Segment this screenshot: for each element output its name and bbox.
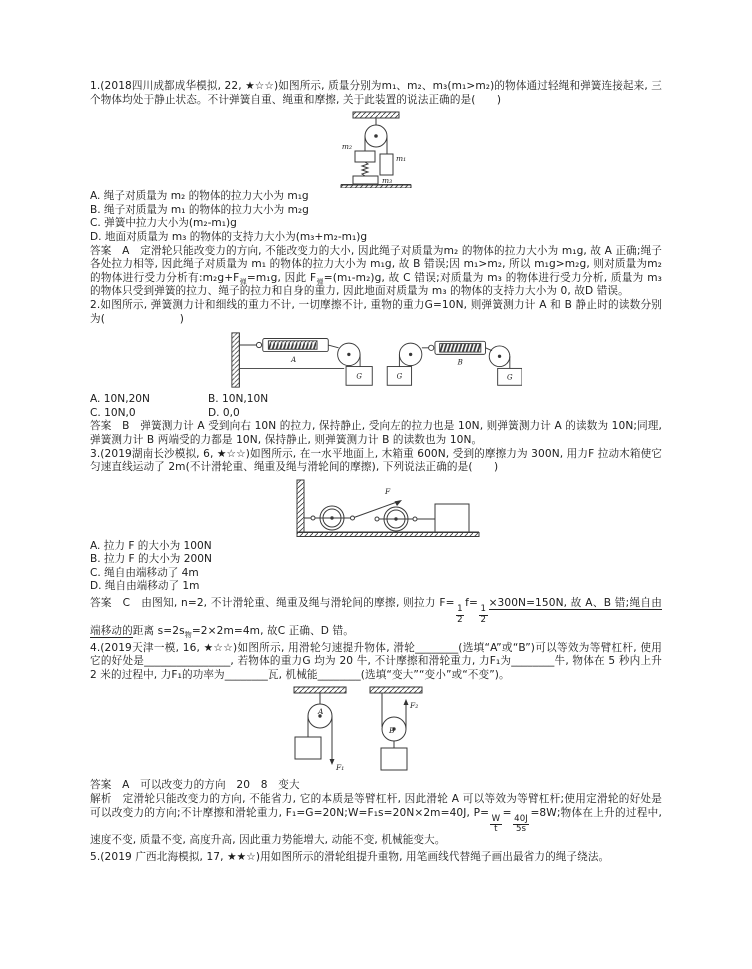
q1-option-d: D. 地面对质量为 m₃ 的物体的支持力大小为(m₃+m₂-m₁)g — [90, 230, 368, 243]
ground — [341, 185, 411, 189]
q3-answer-part1: 答案 C 由图知, n=2, 不计滑轮重、绳重及绳与滑轮间的摩擦, 则拉力 F= — [90, 597, 455, 610]
fixed-pulley — [365, 118, 387, 147]
q1-option-b: B. 绳子对质量为 m₁ 的物体的拉力大小为 m₂g — [90, 203, 309, 216]
fraction-one-half-2 — [478, 605, 489, 625]
q2-figure-svg — [230, 329, 522, 391]
q4-analysis — [90, 793, 662, 848]
q4-analysis-part2: = — [502, 806, 512, 819]
fraction-denominator: t — [494, 823, 498, 834]
fraction-denominator: 5s — [515, 823, 527, 834]
fraction-one-half-1 — [455, 605, 466, 625]
q1-answer-sub1: 弹 — [239, 277, 247, 286]
label-m3: m₃ — [382, 176, 393, 186]
q1-figure — [134, 110, 662, 188]
q2-option-b: B. 10N,10N — [208, 393, 269, 406]
q3-answer-underlined: ×300N=150N, 故 A、B 错;绳自由端移动的 — [90, 597, 662, 637]
force-f1-arrow — [330, 716, 335, 765]
label-force-f1: F₁ — [336, 763, 345, 773]
fraction-numerator: W — [491, 813, 501, 824]
fraction-numerator: 40J — [514, 813, 528, 824]
q2-options-row1 — [90, 393, 662, 407]
left-ceiling-hatch — [294, 687, 346, 693]
q1-answer-part3: =(m₁-m₂)g, 故 C 错误;对质量为 m₃ 的物体进行受力分析, 质量为 m₃ 的物体只受到弹簧的拉力、绳子的拉力和自身的重力, 因此地面对质量为 m₃ 的物体的支持力大小为 0, 故D 错误。 — [90, 271, 662, 298]
q4-stem: 4.(2019天津一模, 16, ★☆☆)如图所示, 用滑轮匀速提升物体, 滑轮________(选填“A”或“B”)可以等效为等臂杠杆, 使用它的好处是________________, 若物体的重力G 均为 20 牛, 不计摩擦和滑轮重力, 力F₁为________牛, 物体在 5 秒内上升 2 米的过程中, 力F₁的功率为________瓦, 机械能________(选填“变大”“变小”或“不变”)。 — [90, 641, 662, 681]
q3-option-a: A. 拉力 F 的大小为 100N — [90, 539, 212, 552]
fraction-numerator: 1 — [457, 604, 463, 615]
q5-stem: 5.(2019 广西北海模拟, 17, ★★☆)用如图所示的滑轮组提升重物, 用笔画线代替绳子画出最省力的绳子绕法。 — [90, 851, 610, 864]
label-weight-g1: G — [356, 371, 362, 381]
q4-figure-svg — [282, 685, 442, 777]
label-pulley-a: A — [318, 707, 324, 717]
block-m3 — [353, 176, 378, 184]
label-scale-b: B — [457, 357, 463, 367]
scale-b-assembly — [387, 341, 522, 385]
label-weight-g2: G — [396, 371, 403, 381]
label-weight-g3: G — [507, 372, 513, 382]
q3-answer-part2: f= — [465, 597, 478, 610]
q2-answer: 答案 B 弹簧测力计 A 受到向右 10N 的拉力, 保持静止, 受向左的拉力也是 10N, 则弹簧测力计 A 的读数为 10N;同理, 弹簧测力计 B 两端受的力都是 10N, 保持静止, 则弹簧测力计 B 的读数也为 10N。 — [90, 420, 662, 446]
left-block — [295, 737, 321, 759]
q4-analysis-part3: =8W;物体在上升的过程中, 速度不变, 质量不变, 高度升高, 因此重力势能增大, 动能不变, 机械能变大。 — [90, 806, 662, 847]
q3-stem: 3.(2019湖南长沙模拟, 6, ★☆☆)如图所示, 在一水平地面上, 木箱重 600N, 受到的摩擦力为 300N, 用力F 拉动木箱使它匀速直线运动了 2m(不计滑轮重、绳重及绳与滑轮间的摩擦), 下列说法正确的是( ) — [90, 447, 662, 474]
q1-answer-sub2: 弹 — [316, 277, 324, 286]
content-column — [90, 80, 662, 865]
wood-box — [435, 504, 469, 532]
q1-stem: 1.(2018四川成都成华模拟, 22, ★☆☆)如图所示, 质量分别为m₁、m₂、m₃(m₁>m₂)的物体通过轻绳和弹簧连接起来, 三个物体均处于静止状态。不计弹簧自重、绳重和摩擦, 关于此装置的说法正确的是( ) — [90, 80, 662, 106]
q1-option-a: A. 绳子对质量为 m₂ 的物体的拉力大小为 m₁g — [90, 190, 309, 203]
q1-option-c: C. 弹簧中拉力大小为(m₂-m₁)g — [90, 217, 237, 230]
block-m1 — [380, 154, 393, 175]
fraction-w-over-t — [489, 815, 503, 835]
right-block — [381, 748, 407, 770]
spring — [362, 162, 368, 176]
q1-answer — [90, 245, 662, 299]
label-m1: m₁ — [396, 154, 407, 164]
fraction-40j-over-5s — [512, 815, 531, 835]
label-force-f: F — [385, 486, 391, 496]
q4-figure — [62, 685, 662, 777]
q3-answer-part5: =2×2m=4m, 故C 正确、D 错。 — [191, 624, 354, 637]
q3-answer — [90, 597, 662, 639]
block-m2 — [355, 151, 375, 162]
wall-hatch — [297, 480, 304, 532]
q3-answer-part4: 距离 s=2s — [132, 624, 185, 637]
fraction-denominator: 2 — [480, 614, 487, 625]
q4-answer: 答案 A 可以改变力的方向 20 8 变大 — [90, 779, 300, 792]
scale-a-assembly — [239, 339, 372, 386]
fraction-numerator: 1 — [480, 604, 487, 615]
label-m2: m₂ — [341, 142, 352, 152]
q1-figure-svg — [333, 110, 463, 188]
q3-option-c: C. 绳自由端移动了 4m — [90, 566, 199, 579]
force-f2-arrow — [404, 699, 409, 729]
right-pulley — [375, 507, 417, 531]
q1-answer-part2: =m₁g, 因此 F — [246, 271, 317, 284]
q2-figure — [90, 329, 662, 391]
q3-answer-sub: 物 — [184, 631, 192, 640]
left-pulley — [304, 506, 355, 530]
q1-answer-part1: 答案 A 定滑轮只能改变力的方向, 不能改变力的大小, 因此绳子对质量为m₂ 的物体的拉力大小为 m₁g, 故 A 正确;绳子各处拉力相等, 因此绳子对质量为 m₁ 的物体的拉力大小为 m₁g, 故 B 错误;因 m₁>m₂, 所以 m₁g>m₂g, 则对质量为m₂ 的物体进行受力分析有:m₂g+F — [90, 244, 662, 284]
q3-option-b: B. 拉力 F 的大小为 200N — [90, 553, 212, 566]
q2-stem: 2.如图所示, 弹簧测力计和细线的重力不计, 一切摩擦不计, 重物的重力G=10N, 则弹簧测力计 A 和 B 静止时的读数分别为( ) — [90, 298, 662, 325]
ceiling-hatch — [353, 112, 399, 118]
q3-figure — [114, 478, 662, 538]
movable-pulley-b — [382, 693, 406, 748]
q3-option-d: D. 绳自由端移动了 1m — [90, 580, 200, 593]
q2-options-row2 — [90, 407, 662, 421]
fraction-denominator: 2 — [457, 614, 463, 625]
label-scale-a: A — [291, 354, 297, 364]
q2-option-a: A. 10N,20N — [90, 393, 150, 406]
right-ceiling-hatch — [370, 687, 422, 693]
label-pulley-b: B — [389, 726, 395, 736]
q4-analysis-part1: 解析 定滑轮只能改变力的方向, 不能省力, 它的本质是等臂杠杆, 因此滑轮 A 可以等效为等臂杠杆;使用定滑轮的好处是可以改变力的方向;不计摩擦和滑轮重力, F₁=G=20N;W=F₁s=20N×2m=40J, P= — [90, 792, 662, 819]
label-force-f2: F₂ — [410, 701, 419, 711]
q3-figure-svg — [293, 478, 483, 538]
q2-option-d: D. 0,0 — [208, 406, 240, 419]
ground-hatch — [297, 532, 479, 537]
wall-hatch — [232, 333, 239, 387]
q2-option-c: C. 10N,0 — [90, 406, 136, 419]
force-f-arrow — [354, 500, 402, 518]
